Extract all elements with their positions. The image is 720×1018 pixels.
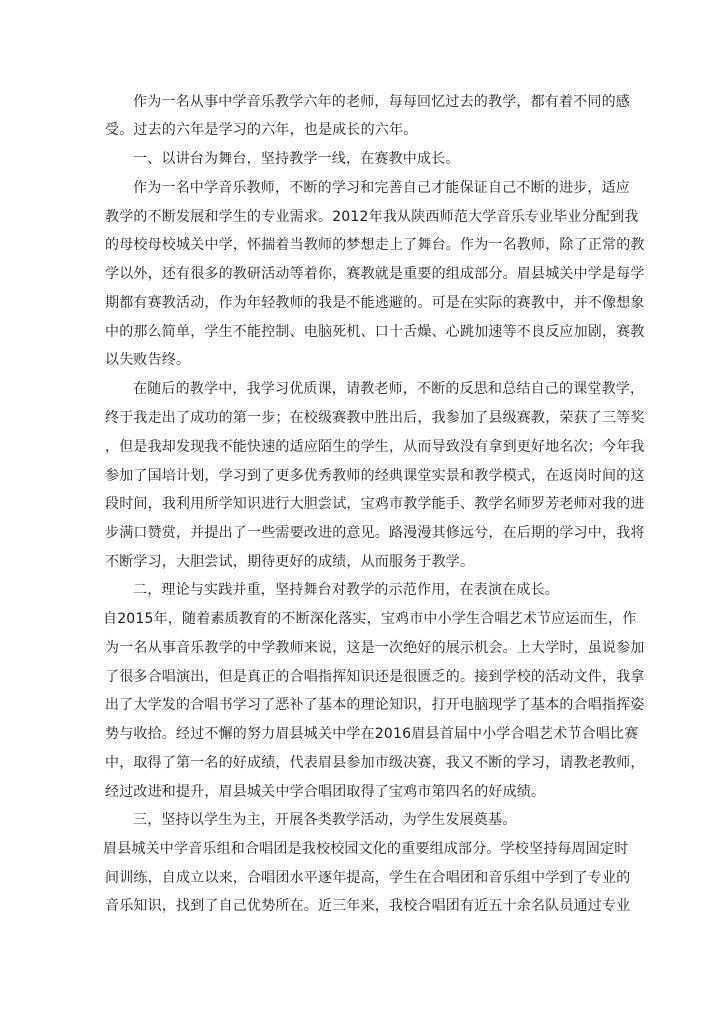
- paragraph-line: 自2015年，随着素质教育的不断深化落实，宝鸡市中小学生合唱艺术节应运而生，作: [103, 611, 637, 627]
- paragraph-line: 为一名从事音乐教学的中学教师来说，这是一次绝好的展示机会。上大学时，虽说参加: [105, 640, 645, 656]
- paragraph-line: 段时间，我利用所学知识进行大胆尝试，宝鸡市教学能手、教学名师罗芳老师对我的进: [105, 496, 645, 512]
- paragraph-line: 眉县城关中学音乐组和合唱团是我校校园文化的重要组成部分。学校坚持每周固定时: [103, 841, 629, 857]
- paragraph-line: 间训练，自成立以来，合唱团水平逐年提高，学生在合唱团和音乐组中学到了专业的: [105, 870, 631, 886]
- paragraph-line: 音乐知识，找到了自己优势所在。近三年来，我校合唱团有近五十余名队员通过专业: [105, 898, 631, 914]
- paragraph-line: ，但是我却发现我不能快速的适应陌生的学生，从而导致没有拿到更好地名次；今年我: [105, 439, 645, 455]
- paragraph-line: 经过改进和提升，眉县城关中学合唱团取得了宝鸡市第四名的好成绩。: [105, 784, 546, 800]
- paragraph-line: 不断学习，大胆尝试，期待更好的成绩，从而服务于教学。: [105, 554, 475, 570]
- paragraph-line: 中的那么简单，学生不能控制、电脑死机、口十舌燥、心跳加速等不良反应加剧，赛教: [105, 324, 645, 340]
- paragraph-line: 出了大学发的合唱书学习了恶补了基本的理论知识，打开电脑现学了基本的合唱指挥姿: [105, 697, 645, 713]
- paragraph-line: 势与收拾。经过不懈的努力眉县城关中学在2016眉县首届中小学合唱艺术节合唱比赛: [105, 726, 639, 742]
- paragraph-line: 步满口赞赏，并提出了一些需要改进的意见。路漫漫其修远兮，在后期的学习中，我将: [105, 525, 645, 541]
- paragraph-line: 中，取得了第一名的好成绩，代表眉县参加市级决赛，我又不断的学习，请教老教师，: [105, 755, 645, 771]
- section-heading: 三，坚持以学生为主，开展各类教学活动，为学生发展奠基。: [133, 812, 517, 828]
- paragraph-line: 教学的不断发展和学生的专业需求。2012年我从陕西师范大学音乐专业毕业分配到我: [105, 209, 639, 225]
- paragraph-line: 终于我走出了成功的第一步；在校级赛教中胜出后，我参加了县级赛教，荣获了三等奖: [105, 410, 645, 426]
- paragraph-line: 的母校母校城关中学，怀揣着当教师的梦想走上了舞台。作为一名教师，除了正常的教: [105, 237, 645, 253]
- paragraph-line: 作为一名从事中学音乐教学六年的老师，每每回忆过去的教学，都有着不同的感: [133, 94, 630, 110]
- paragraph-line: 期都有赛教活动，作为年轻教师的我是不能逃避的。可是在实际的赛教中，并不像想象: [105, 295, 645, 311]
- paragraph-line: 以失败告终。: [105, 352, 191, 368]
- paragraph-line: 作为一名中学音乐教师，不断的学习和完善自己才能保证自己不断的进步，适应: [133, 180, 630, 196]
- section-heading: 一、以讲台为舞台，坚持教学一线，在赛教中成长。: [133, 151, 460, 167]
- paragraph-line: 了很多合唱演出，但是真正的合唱指挥知识还是很匮乏的。接到学校的活动文件，我拿: [105, 669, 645, 685]
- paragraph-line: 参加了国培计划，学习到了更多优秀教师的经典课堂实景和教学模式，在返岗时间的这: [105, 468, 645, 484]
- paragraph-line: 在随后的教学中，我学习优质课，请教老师，不断的反思和总结自己的课堂教学，: [133, 381, 645, 397]
- section-heading: 二，理论与实践并重，坚持舞台对教学的示范作用，在表演在成长。: [133, 582, 559, 598]
- paragraph-line: 受。过去的六年是学习的六年，也是成长的六年。: [105, 122, 418, 138]
- paragraph-line: 学以外，还有很多的教研活动等着你，赛教就是重要的组成部分。眉县城关中学是每学: [105, 266, 645, 282]
